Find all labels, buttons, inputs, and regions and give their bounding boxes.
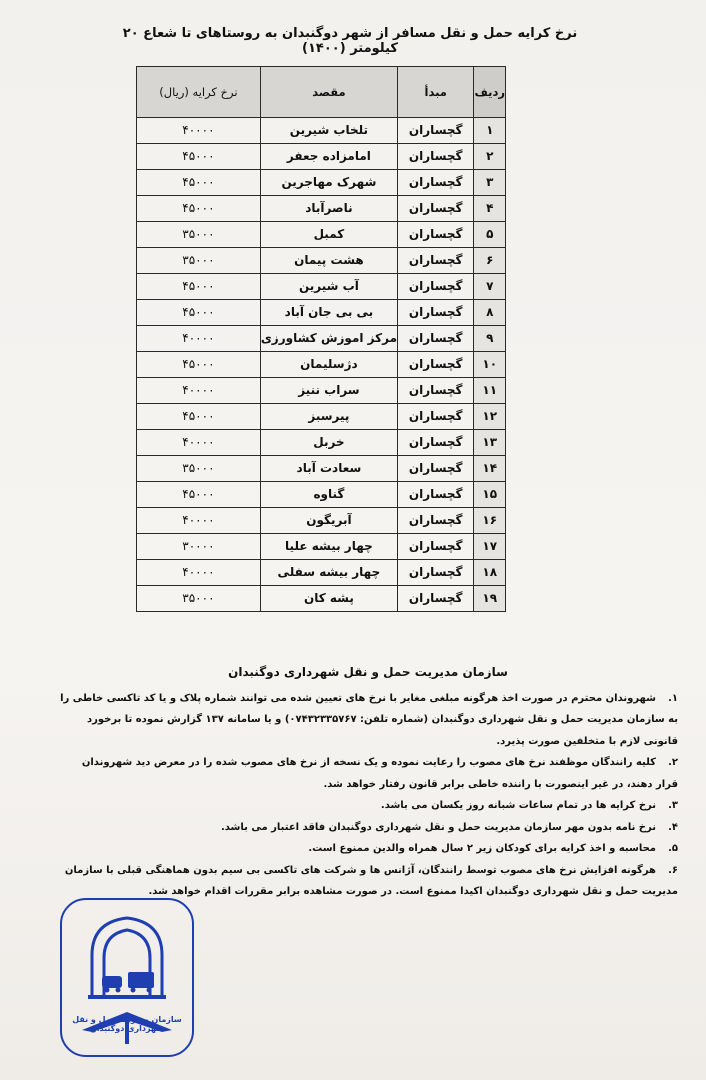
destination-cell: مرکز اموزش کشاورزی [260, 326, 397, 352]
note-number: ۱. [668, 692, 678, 704]
destination-cell: دژسلیمان [260, 352, 397, 378]
note-item [58, 752, 678, 795]
table-row [137, 560, 506, 586]
origin-cell: گچساران [398, 534, 474, 560]
row-number-cell: ۶ [474, 248, 506, 274]
header-origin: مبدأ [398, 67, 474, 118]
destination-cell: چهار بیشه سفلی [260, 560, 397, 586]
row-number-cell: ۱۸ [474, 560, 506, 586]
origin-cell: گچساران [398, 456, 474, 482]
stamp-label: سازمان مدیریت حمل و نقل شهرداری دوگنبدان [72, 1015, 182, 1033]
origin-cell: گچساران [398, 352, 474, 378]
notes-section [58, 662, 678, 903]
table-row [137, 456, 506, 482]
note-text: کلیه رانندگان موظفند نرخ های مصوب را رعایت نموده و یک نسخه از نرخ های مصوب شده را در معرض دید شهروندان قرار دهند، در غیر اینصورت با راننده خاطی برابر قانون رفتار خواهد شد. [81, 757, 678, 790]
destination-cell: آب شیرین [260, 274, 397, 300]
origin-cell: گچساران [398, 274, 474, 300]
note-text: هرگونه افزایش نرخ های مصوب توسط رانندگان، آژانس ها و شرکت های تاکسی بی سیم بدون هماهنگی قبلی با سازمان مدیریت حمل و نقل شهرداری دوگنبدان اکیدا ممنوع است. در صورت مشاهده برابر مقررات اقدام خواهد شد. [64, 864, 678, 897]
table-row [137, 274, 506, 300]
fare-table [136, 66, 506, 612]
header-destination: مقصد [260, 67, 397, 118]
destination-cell: پشه کان [260, 586, 397, 612]
note-item [58, 688, 678, 753]
row-number-cell: ۴ [474, 196, 506, 222]
row-number-cell: ۱۶ [474, 508, 506, 534]
destination-cell: ناصرآباد [260, 196, 397, 222]
destination-cell: چهار بیشه علیا [260, 534, 397, 560]
note-number: ۴. [668, 821, 678, 833]
row-number-cell: ۱ [474, 118, 506, 144]
fare-cell: ۴۵۰۰۰ [137, 300, 261, 326]
notes-heading: سازمان مدیریت حمل و نقل شهرداری دوگنبدان [228, 665, 508, 679]
note-number: ۳. [668, 800, 678, 811]
table-row [137, 508, 506, 534]
origin-cell: گچساران [398, 170, 474, 196]
destination-cell: پیرسبز [260, 404, 397, 430]
destination-cell: شهرک مهاجرین [260, 170, 397, 196]
origin-cell: گچساران [398, 404, 474, 430]
table-row [137, 586, 506, 612]
table-row [137, 352, 506, 378]
origin-cell: گچساران [398, 196, 474, 222]
origin-cell: گچساران [398, 482, 474, 508]
note-number: ۵. [668, 843, 678, 854]
table-row [137, 482, 506, 508]
table-header-row [137, 67, 506, 118]
destination-cell: خربل [260, 430, 397, 456]
note-text: نرخ کرایه ها در تمام ساعات شبانه روز یکسان می باشد. [380, 800, 656, 811]
row-number-cell: ۸ [474, 300, 506, 326]
origin-cell: گچساران [398, 586, 474, 612]
note-text: محاسبه و اخذ کرایه برای کودکان زیر ۲ سال همراه والدین ممنوع است. [308, 843, 656, 854]
fare-cell: ۴۰۰۰۰ [137, 430, 261, 456]
destination-cell: بی بی جان آباد [260, 300, 397, 326]
destination-cell: گناوه [260, 482, 397, 508]
origin-cell: گچساران [398, 430, 474, 456]
header-fare: نرخ کرایه (ریال) [137, 67, 261, 118]
origin-cell: گچساران [398, 222, 474, 248]
fare-cell: ۳۰۰۰۰ [137, 534, 261, 560]
destination-cell: سراب ننیز [260, 378, 397, 404]
destination-cell: تلخاب شیرین [260, 118, 397, 144]
row-number-cell: ۱۱ [474, 378, 506, 404]
table-row [137, 248, 506, 274]
table-row [137, 326, 506, 352]
note-item [58, 860, 678, 903]
row-number-cell: ۱۰ [474, 352, 506, 378]
table-row [137, 222, 506, 248]
row-number-cell: ۳ [474, 170, 506, 196]
fare-cell: ۳۵۰۰۰ [137, 586, 261, 612]
origin-cell: گچساران [398, 248, 474, 274]
table-row [137, 196, 506, 222]
row-number-cell: ۷ [474, 274, 506, 300]
fare-cell: ۴۰۰۰۰ [137, 508, 261, 534]
origin-cell: گچساران [398, 508, 474, 534]
table-row [137, 534, 506, 560]
destination-cell: آبریگون [260, 508, 397, 534]
note-number: ۶. [668, 864, 678, 876]
row-number-cell: ۹ [474, 326, 506, 352]
table-row [137, 170, 506, 196]
row-number-cell: ۱۲ [474, 404, 506, 430]
origin-cell: گچساران [398, 300, 474, 326]
note-item [58, 817, 678, 839]
header-row-number: ردیف [474, 67, 506, 118]
note-text: شهروندان محترم در صورت اخذ هرگونه مبلغی مغایر با نرخ های تعیین شده می توانند شماره پلاک و یا کد تاکسی خاطی را به سازمان مدیریت حمل و نقل شهرداری دوگنبدان (شماره تلفن: ۰۷۴۳۲۳۳۵۷۶۷) و یا سامانه ۱۳۷ گزارش نموده تا برخورد قانونی لازم با متخلفین صورت پذیرد. [60, 692, 678, 747]
table-row [137, 144, 506, 170]
origin-cell: گچساران [398, 326, 474, 352]
row-number-cell: ۲ [474, 144, 506, 170]
fare-cell: ۴۵۰۰۰ [137, 144, 261, 170]
row-number-cell: ۵ [474, 222, 506, 248]
organization-stamp [60, 898, 194, 1057]
notes-list [58, 688, 678, 903]
fare-cell: ۴۰۰۰۰ [137, 118, 261, 144]
note-item [58, 795, 678, 817]
fare-cell: ۴۵۰۰۰ [137, 274, 261, 300]
origin-cell: گچساران [398, 144, 474, 170]
origin-cell: گچساران [398, 560, 474, 586]
fare-cell: ۴۰۰۰۰ [137, 326, 261, 352]
fare-cell: ۴۵۰۰۰ [137, 404, 261, 430]
fare-cell: ۴۵۰۰۰ [137, 170, 261, 196]
note-text: نرخ نامه بدون مهر سازمان مدیریت حمل و نقل شهرداری دوگنبدان فاقد اعتبار می باشد. [220, 821, 656, 833]
destination-cell: سعادت آباد [260, 456, 397, 482]
fare-cell: ۴۵۰۰۰ [137, 196, 261, 222]
fare-cell: ۴۵۰۰۰ [137, 482, 261, 508]
table-body [137, 118, 506, 612]
row-number-cell: ۱۳ [474, 430, 506, 456]
row-number-cell: ۱۵ [474, 482, 506, 508]
note-item [58, 838, 678, 860]
origin-cell: گچساران [398, 378, 474, 404]
fare-cell: ۴۰۰۰۰ [137, 378, 261, 404]
fare-cell: ۳۵۰۰۰ [137, 456, 261, 482]
page-title: نرخ کرایه حمل و نقل مسافر از شهر دوگنبدان به روستاهای تا شعاع ۲۰ کیلومتر (۱۴۰۰) [122, 26, 578, 56]
table-row [137, 404, 506, 430]
origin-cell: گچساران [398, 118, 474, 144]
table-row [137, 300, 506, 326]
note-number: ۲. [668, 757, 678, 768]
fare-cell: ۳۵۰۰۰ [137, 222, 261, 248]
table-row [137, 430, 506, 456]
row-number-cell: ۱۹ [474, 586, 506, 612]
destination-cell: کمبل [260, 222, 397, 248]
destination-cell: هشت پیمان [260, 248, 397, 274]
row-number-cell: ۱۷ [474, 534, 506, 560]
table-row [137, 118, 506, 144]
fare-cell: ۴۰۰۰۰ [137, 560, 261, 586]
row-number-cell: ۱۴ [474, 456, 506, 482]
fare-cell: ۴۵۰۰۰ [137, 352, 261, 378]
fare-cell: ۳۵۰۰۰ [137, 248, 261, 274]
destination-cell: امامزاده جعفر [260, 144, 397, 170]
table-row [137, 378, 506, 404]
